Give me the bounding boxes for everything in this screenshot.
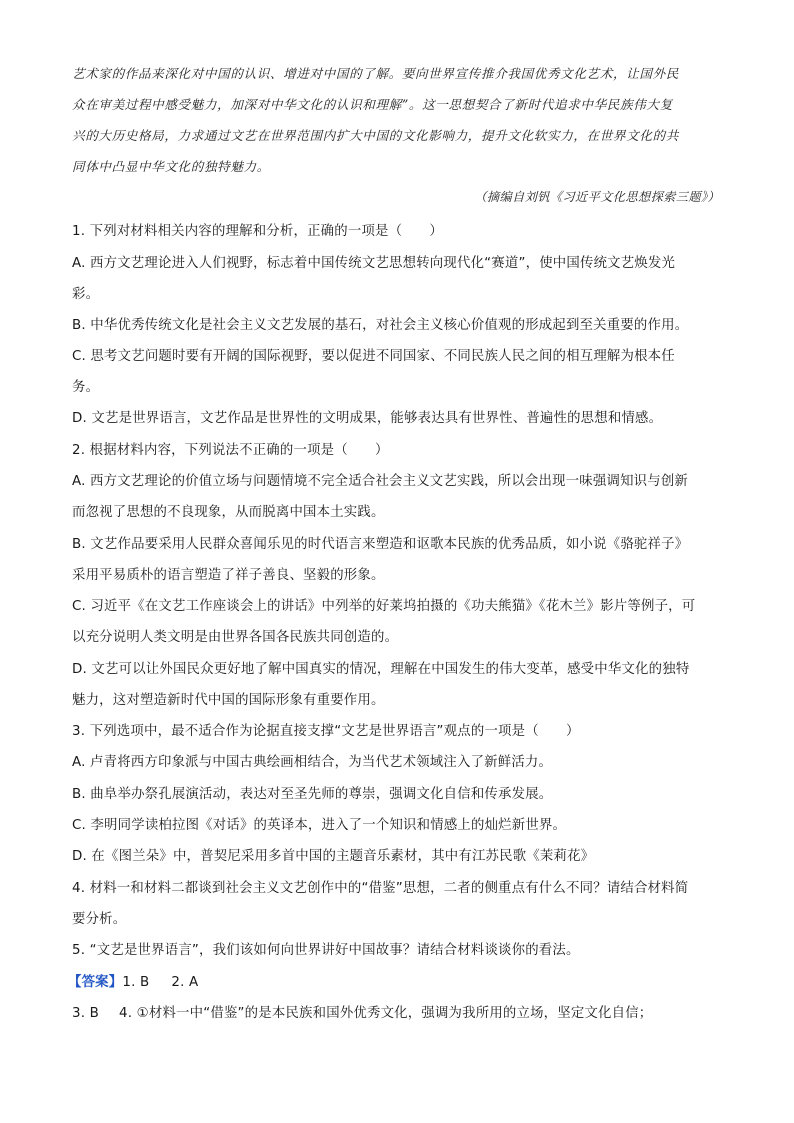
answer-2: 2. A xyxy=(171,975,199,990)
q1-option-a-line2: 彩。 xyxy=(72,287,100,302)
question-4-stem-line1: 4. 材料一和材料二都谈到社会主义文艺创作中的“借鉴”思想，二者的侧重点有什么不同？请结合材料简 xyxy=(72,881,689,896)
passage-source: （摘编自刘钒《习近平文化思想探索三题》） xyxy=(474,190,720,204)
question-3-stem: 3. 下列选项中，最不适合作为论据直接支撑“文艺是世界语言”观点的一项是（ ） xyxy=(72,724,580,739)
q2-option-b-line1: B. 文艺作品要采用人民群众喜闻乐见的时代语言来塑造和讴歌本民族的优秀品质，如小说《骆驼祥子》 xyxy=(72,537,689,552)
answer-row-1 xyxy=(68,967,728,998)
q2-option-d-line2: 魅力，这对塑造新时代中国的国际形象有重要作用。 xyxy=(72,693,385,708)
question-1-stem: 1. 下列对材料相关内容的理解和分析，正确的一项是（ ） xyxy=(72,224,443,239)
answer-row-2 xyxy=(72,998,732,1029)
q2-option-d-line1: D. 文艺可以让外国民众更好地了解中国真实的情况，理解在中国发生的伟大变革，感受中华文化的独特 xyxy=(72,662,690,677)
q2-option-a-line1: A. 西方文艺理论的价值立场与问题情境不完全适合社会主义文艺实践，所以会出现一味强调知识与创新 xyxy=(72,474,689,489)
q1-option-c-line1: C. 思考文艺问题时要有开阔的国际视野，要以促进不同国家、不同民族人民之间的相互理解为根本任 xyxy=(72,349,675,364)
question-2-stem: 2. 根据材料内容，下列说法不正确的一项是（ ） xyxy=(72,443,389,458)
q1-option-c-line2: 务。 xyxy=(72,380,100,395)
q3-option-b: B. 曲阜举办祭孔展演活动，表达对至圣先师的尊崇，强调文化自信和传承发展。 xyxy=(72,787,553,802)
question-4-stem-line2: 要分析。 xyxy=(72,912,127,927)
answer-4: 4. ①材料一中“借鉴”的是本民族和国外优秀文化，强调为我所用的立场，坚定文化自信； xyxy=(119,1006,653,1021)
answer-3: 3. B xyxy=(72,1006,100,1021)
passage-line: 兴的大历史格局，力求通过文艺在世界范围内扩大中国的文化影响力，提升文化软实力，在世界文化的共 xyxy=(72,128,679,143)
passage-line: 艺术家的作品来深化对中国的认识、增进对中国的了解。要向世界宣传推介我国优秀文化艺术，让国外民 xyxy=(72,66,679,81)
q2-option-c-line1: C. 习近平《在文艺工作座谈会上的讲话》中列举的好莱坞拍摄的《功夫熊猫》《花木兰》影片等例子，可 xyxy=(72,599,696,614)
q1-option-d: D. 文艺是世界语言，文艺作品是世界性的文明成果，能够表达具有世界性、普遍性的思想和情感。 xyxy=(72,411,663,426)
answer-label: 【答案】 xyxy=(68,975,123,990)
passage-line: 众在审美过程中感受魅力，加深对中华文化的认识和理解”。这一思想契合了新时代追求中华民族伟大复 xyxy=(72,97,673,112)
q1-option-b: B. 中华优秀传统文化是社会主义文艺发展的基石，对社会主义核心价值观的形成起到至关重要的作用。 xyxy=(72,318,689,333)
q3-option-d: D. 在《图兰朵》中，普契尼采用多首中国的主题音乐素材，其中有江苏民歌《茉莉花》 xyxy=(72,849,595,864)
passage-line: 同体中凸显中华文化的独特魅力。 xyxy=(72,159,270,174)
q2-option-c-line2: 以充分说明人类文明是由世界各国各民族共同创造的。 xyxy=(72,630,399,645)
q3-option-c: C. 李明同学读柏拉图《对话》的英译本，进入了一个知识和情感上的灿烂新世界。 xyxy=(72,818,567,833)
q2-option-a-line2: 而忽视了思想的不良现象，从而脱离中国本土实践。 xyxy=(72,505,385,520)
question-5-stem: 5. “文艺是世界语言”，我们该如何向世界讲好中国故事？请结合材料谈谈你的看法。 xyxy=(72,943,580,958)
q2-option-b-line2: 采用平易质朴的语言塑造了祥子善良、坚毅的形象。 xyxy=(72,568,385,583)
q3-option-a: A. 卢青将西方印象派与中国古典绘画相结合，为当代艺术领域注入了新鲜活力。 xyxy=(72,755,553,770)
answer-1: 1. B xyxy=(122,975,150,990)
q1-option-a-line1: A. 西方文艺理论进入人们视野，标志着中国传统文艺思想转向现代化“赛道”，使中国传统文艺焕发光 xyxy=(72,256,676,271)
